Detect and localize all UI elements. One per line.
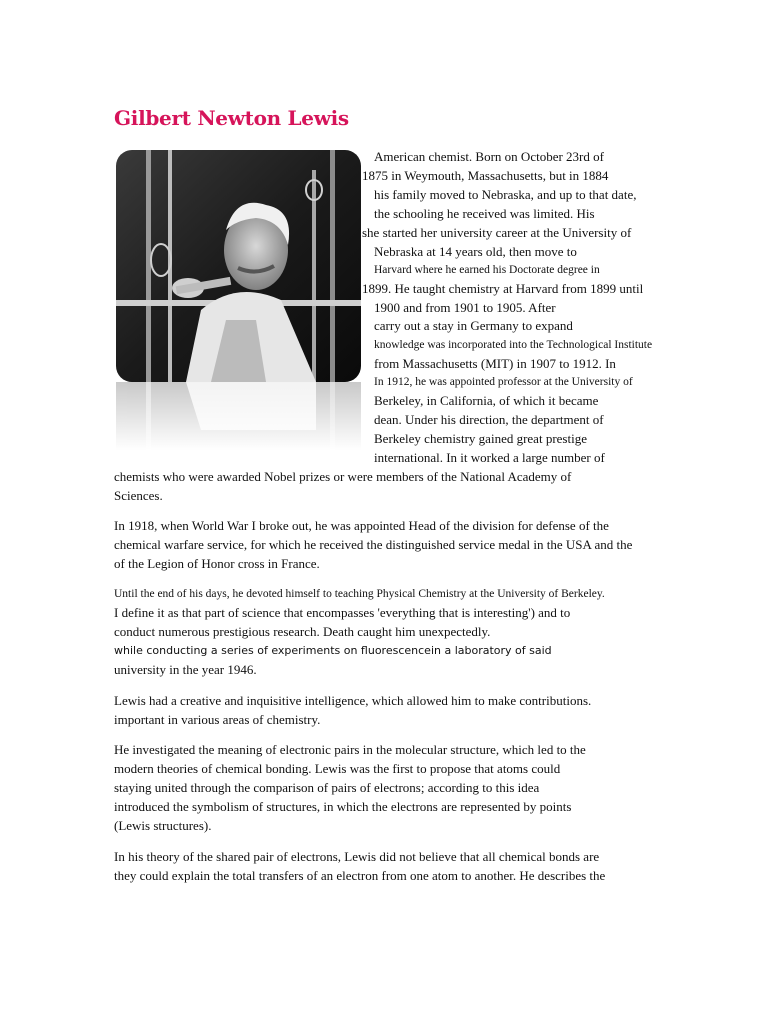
paragraph-teaching-line: I define it as that part of science that encompasses 'everything that is interesting') and to [114, 605, 571, 620]
intro-paragraph-line: the schooling he received was limited. His [374, 206, 595, 221]
paragraph-electron-pairs-line: introduced the symbolism of structures, in which the electrons are represented by points [114, 799, 572, 814]
paragraph-shared-pair-line: In his theory of the shared pair of electrons, Lewis did not believe that all chemical bonds are [114, 849, 600, 864]
portrait-image [116, 150, 361, 450]
paragraph-electron-pairs-line: (Lewis structures). [114, 818, 212, 833]
paragraph-electron-pairs-line: modern theories of chemical bonding. Lewis was the first to propose that atoms could [114, 761, 561, 776]
paragraph-teaching-line: university in the year 1946. [114, 662, 257, 677]
intro-paragraph-line: 1900 and from 1901 to 1905. After [374, 300, 556, 315]
paragraph-intelligence-line: important in various areas of chemistry. [114, 712, 321, 727]
paragraph-electron-pairs-line: staying united through the comparison of pairs of electrons; according to this idea [114, 780, 540, 795]
intro-paragraph-line: In 1912, he was appointed professor at the University of [374, 376, 633, 388]
intro-paragraph-line: carry out a stay in Germany to expand [374, 318, 573, 333]
intro-paragraph-line: Sciences. [114, 488, 163, 503]
intro-paragraph-line: knowledge was incorporated into the Technological Institute [374, 339, 653, 351]
paragraph-intelligence-line: Lewis had a creative and inquisitive intelligence, which allowed him to make contributions. [114, 693, 592, 708]
paragraph-wwi-line: In 1918, when World War I broke out, he was appointed Head of the division for defense of the [114, 518, 609, 533]
intro-paragraph-line: Berkeley, in California, of which it became [374, 393, 599, 408]
paragraph-wwi-line: chemical warfare service, for which he received the distinguished service medal in the USA and the [114, 537, 633, 552]
paragraph-shared-pair-line: they could explain the total transfers of an electron from one atom to another. He describes the [114, 868, 606, 883]
paragraph-wwi-line: of the Legion of Honor cross in France. [114, 556, 320, 571]
intro-paragraph-line: from Massachusetts (MIT) in 1907 to 1912. In [374, 356, 616, 371]
page-title: Gilbert Newton Lewis [114, 106, 349, 130]
intro-paragraph-line: Nebraska at 14 years old, then move to [374, 244, 577, 259]
intro-paragraph-line: 1899. He taught chemistry at Harvard from 1899 until [362, 281, 644, 296]
intro-paragraph-line: chemists who were awarded Nobel prizes or were members of the National Academy of [114, 469, 572, 484]
intro-paragraph-line: American chemist. Born on October 23rd of [374, 149, 604, 164]
intro-paragraph-line: she started her university career at the University of [362, 225, 632, 240]
intro-paragraph-line: his family moved to Nebraska, and up to that date, [374, 187, 637, 202]
intro-paragraph-line: dean. Under his direction, the department of [374, 412, 604, 427]
paragraph-electron-pairs-line: He investigated the meaning of electronic pairs in the molecular structure, which led to the [114, 742, 586, 757]
paragraph-teaching-line: conduct numerous prestigious research. Death caught him unexpectedly. [114, 624, 491, 639]
paragraph-teaching-line: while conducting a series of experiments on fluorescencein a laboratory of said [114, 644, 552, 657]
intro-paragraph-line: 1875 in Weymouth, Massachusetts, but in 1884 [362, 168, 609, 183]
intro-paragraph-line: international. In it worked a large number of [374, 450, 605, 465]
intro-paragraph-line: Harvard where he earned his Doctorate degree in [374, 264, 600, 276]
portrait-photo [116, 150, 361, 450]
paragraph-teaching-line: Until the end of his days, he devoted himself to teaching Physical Chemistry at the University of Berkeley. [114, 588, 605, 600]
intro-paragraph-line: Berkeley chemistry gained great prestige [374, 431, 587, 446]
